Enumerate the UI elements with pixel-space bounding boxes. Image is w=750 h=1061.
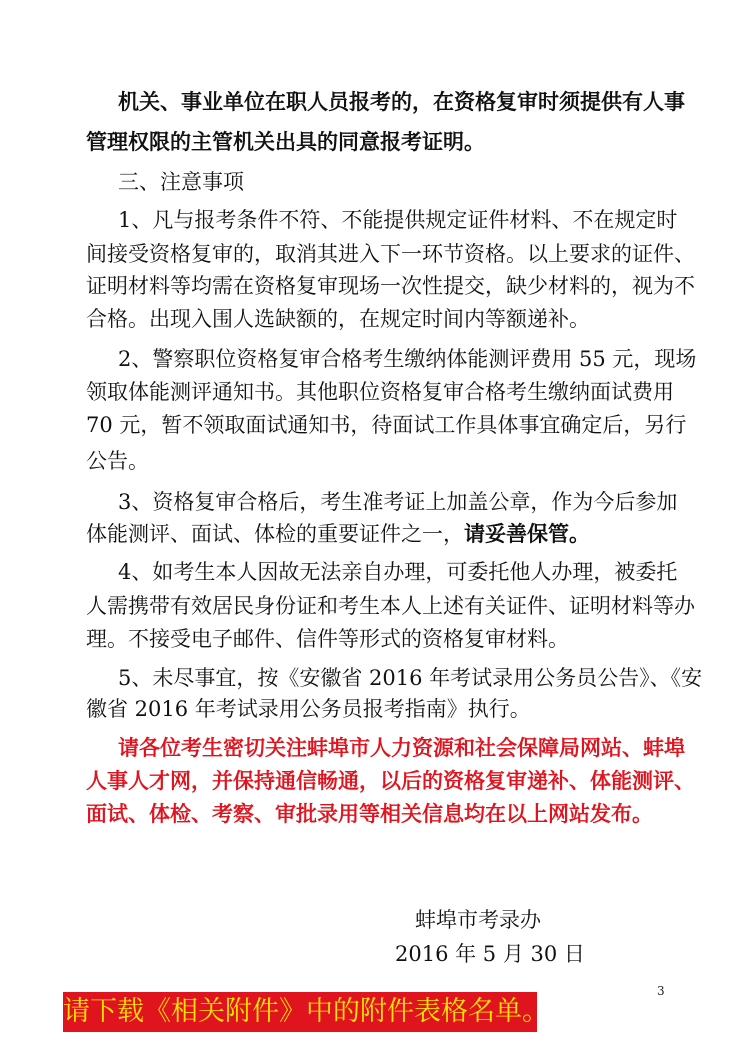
notice-line: 请各位考生密切关注蚌埠市人力资源和社会保障局网站、蚌埠 <box>118 735 685 760</box>
notice-line: 面试、体检、考察、审批录用等相关信息均在以上网站发布。 <box>86 801 653 826</box>
paragraph-line: 合格。出现入围人选缺额的，在规定时间内等额递补。 <box>86 307 590 331</box>
paragraph-text: 体能测评、面试、体检的重要证件之一， <box>86 522 464 546</box>
emphasis-text: 请妥善保管。 <box>464 521 590 546</box>
signature-date: 2016 年 5 月 30 日 <box>395 942 585 966</box>
paragraph-line: 3、资格复审合格后，考生准考证上加盖公章，作为今后参加 <box>118 490 678 514</box>
paragraph-line: 理。不接受电子邮件、信件等形式的资格复审材料。 <box>86 627 569 651</box>
section-heading: 三、注意事项 <box>118 170 244 194</box>
paragraph-line: 证明材料等均需在资格复审现场一次性提交，缺少材料的，视为不 <box>86 274 695 298</box>
paragraph-line: 机关、事业单位在职人员报考的，在资格复审时须提供有人事 <box>118 89 685 114</box>
paragraph-line: 5、未尽事宜，按《安徽省 2016 年考试录用公务员公告》、《安 <box>118 666 703 690</box>
paragraph-line: 人需携带有效居民身份证和考生本人上述有关证件、证明材料等办 <box>86 594 695 618</box>
paragraph-line: 4、如考生本人因故无法亲自办理，可委托他人办理，被委托 <box>118 560 678 584</box>
paragraph-line <box>86 520 676 548</box>
signature-org: 蚌埠市考录办 <box>415 908 541 932</box>
paragraph-line: 间接受资格复审的，取消其进入下一环节资格。以上要求的证件、 <box>86 242 695 266</box>
paragraph-line: 2、警察职位资格复审合格考生缴纳体能测评费用 55 元，现场 <box>118 347 697 371</box>
notice-line: 人事人才网，并保持通信畅通，以后的资格复审递补、体能测评、 <box>86 768 695 793</box>
paragraph-line: 70 元，暂不领取面试通知书，待面试工作具体事宜确定后，另行 <box>86 413 687 437</box>
page-number: 3 <box>657 984 665 998</box>
paragraph-line: 1、凡与报考条件不符、不能提供规定证件材料、不在规定时 <box>118 208 678 232</box>
paragraph-line: 公告。 <box>86 449 149 473</box>
paragraph-line: 徽省 2016 年考试录用公务员报考指南》执行。 <box>86 697 531 721</box>
download-banner[interactable]: 请下载《相关附件》中的附件表格名单。 <box>63 992 537 1032</box>
paragraph-line: 管理权限的主管机关出具的同意报考证明。 <box>86 129 485 154</box>
paragraph-line: 领取体能测评通知书。其他职位资格复审合格考生缴纳面试费用 <box>86 380 674 404</box>
